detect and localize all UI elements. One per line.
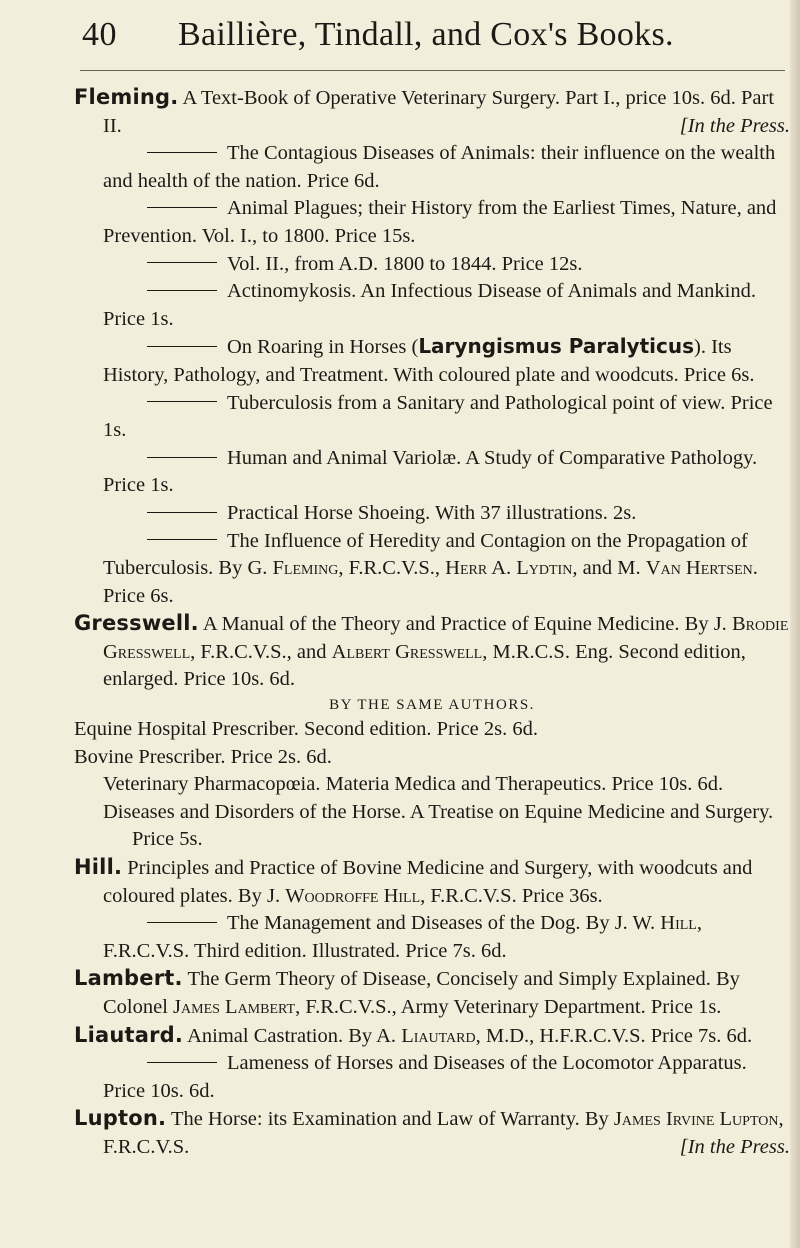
catalogue-subentry [74,333,790,389]
catalogue-subentry [74,140,790,195]
catalogue-entry-lupton [74,1105,790,1161]
book-description: , M.R.C.S. Eng. Second edition, enlarged. Price 10s. 6d. [103,640,746,691]
ditto-dash [147,922,217,923]
book-description: Tuberculosis from a Sanitary and Pathological point of view. Price 1s. [103,391,773,442]
header-rule [80,70,785,71]
book-description: The Horse: its Examination and Law of Warranty. By [170,1108,614,1131]
book-description: The Influence of Heredity and Contagion on the Propagation of Tuberculosis. By G. [103,529,748,580]
person-name: Brodie Gresswell [103,613,789,663]
catalogue-subentry [74,195,790,250]
catalogue-subentry [74,744,790,772]
book-description: A Text-Book of Operative Veterinary Surgery. Part I., price 10s. 6d. Part II. [103,87,775,137]
ditto-dash [147,457,217,458]
book-description: . Price 6s. [103,557,758,607]
person-name: Woodroffe Hill [285,884,421,907]
book-description: Animal Castration. By A. [187,1024,402,1047]
ditto-dash [147,539,217,540]
ditto-dash [147,346,217,347]
book-description: , F.R.C.V.S., [338,557,446,580]
book-description: , F.R.C.V.S., and [190,640,332,663]
book-description: Bovine Prescriber. Price 2s. 6d. [74,745,332,768]
page-header [0,0,800,70]
catalogue-subentry [74,251,790,279]
person-name: James Irvine Lupton [613,1108,779,1131]
author-name: Lupton. [74,1106,167,1131]
person-name: Albert Gresswell [331,640,483,663]
catalogue-subentry [74,771,790,799]
book-description: , M.D., H.F.R.C.V.S. Price 7s. 6d. [475,1024,753,1047]
book-description: The Contagious Diseases of Animals: their influence on the wealth and health of the nation. Price 6d. [103,142,776,192]
catalogue-subentry [74,799,790,854]
person-name: Hill [660,912,697,935]
catalogue-subentry [74,528,790,611]
page-number: 40 [82,16,117,53]
book-description: Veterinary Pharmacopœia. Materia Medica and Therapeutics. Price 10s. 6d. [103,773,724,796]
book-description: , F.R.C.V.S. Price 36s. [420,884,603,907]
book-description: Human and Animal Variolæ. A Study of Comparative Pathology. Price 1s. [103,446,758,497]
book-description: The Management and Diseases of the Dog. By J. W. [227,912,661,935]
ditto-dash [147,401,217,402]
ditto-dash [147,290,217,291]
ditto-dash [147,207,217,208]
catalogue-entry-lambert [74,965,790,1021]
book-description: Principles and Practice of Bovine Medicine and Surgery, with woodcuts and coloured plates. By J. [103,857,753,907]
book-description: , and M. [572,557,646,580]
ditto-dash [147,262,217,263]
book-description: , F.R.C.V.S., Army Veterinary Department. Price 1s. [295,996,722,1018]
author-name: Liautard. [74,1022,184,1047]
person-name: Liautard [401,1024,476,1047]
author-name: Lambert. [74,966,183,991]
catalogue-entry-gresswell [74,610,790,694]
catalogue-entry-hill [74,854,790,910]
book-description: Vol. II., from A.D. 1800 to 1844. Price 12s. [227,252,583,275]
book-subtitle: Laryngismus Paralyticus [418,334,694,359]
catalogue-subentry [74,390,790,445]
book-description: Diseases and Disorders of the Horse. A Treatise on Equine Medicine and Surgery. Price 5s. [103,800,774,851]
catalogue-subentry [74,445,790,500]
book-description: , F.R.C.V.S. Third edition. Illustrated. Price 7s. 6d. [103,912,702,962]
book-description: Practical Horse Shoeing. With 37 illustrations. 2s. [227,501,637,524]
same-authors-heading: BY THE SAME AUTHORS. [329,697,535,714]
ditto-dash [147,512,217,513]
book-description: On Roaring in Horses ( [227,336,419,359]
book-description: ). Its History, Pathology, and Treatment. With coloured plate and woodcuts. Price 6s. [103,336,755,386]
person-name: James Lambert [173,996,296,1018]
person-name: Van Hertsen [645,557,753,580]
book-description: The Germ Theory of Disease, Concisely and Simply Explained. By Colonel [103,968,740,1018]
book-description: Animal Plagues; their History from the Earliest Times, Nature, and Prevention. Vol. I., to 1800. Price 15s. [103,197,777,247]
catalogue-entry-liautard [74,1022,790,1051]
author-name: Fleming. [74,85,179,109]
catalogue-subentry [74,500,790,528]
book-description: A Manual of the Theory and Practice of Equine Medicine. By J. [202,613,732,636]
book-catalogue [74,84,790,1162]
person-name: Fleming [272,557,339,580]
author-name: Hill. [74,855,123,880]
catalogue-subentry [74,716,790,744]
person-name: Herr A. Lydtin [445,557,573,580]
author-name: Gresswell. [74,611,199,636]
catalogue-entry-fleming [74,84,790,140]
catalogue-subentry [74,1050,790,1105]
page-edge [790,0,800,1248]
book-description: Lameness of Horses and Diseases of the Locomotor Apparatus. Price 10s. 6d. [103,1052,747,1102]
book-description: Actinomykosis. An Infectious Disease of Animals and Mankind. Price 1s. [103,280,756,330]
press-note: [In the Press. [679,1135,790,1158]
catalogue-subentry [74,910,790,965]
book-description: , F.R.C.V.S. [103,1108,784,1158]
catalogue-subentry [74,278,790,333]
running-head: Baillière, Tindall, and Cox's Books. [178,16,674,53]
press-note: [In the Press. [679,114,790,137]
ditto-dash [147,152,217,153]
book-description: Equine Hospital Prescriber. Second edition. Price 2s. 6d. [74,718,539,741]
ditto-dash [147,1062,217,1063]
